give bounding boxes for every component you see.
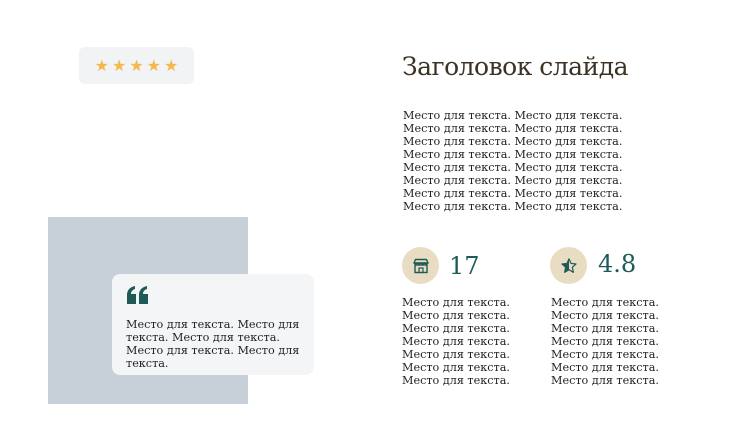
star-half-icon [550, 247, 587, 284]
stat-value-stores: 17 [449, 252, 480, 280]
quote-icon [126, 286, 300, 308]
star-icon: ★ [129, 55, 144, 75]
slide-title: Заголовок слайда [402, 52, 629, 81]
body-text: Место для текста. Место для текста. Место для текста. Место для текста. Место для текста. Место для текста. Место для текста. Место для текста. Место для текста. Место для текста. Место для текста. Место для текста. Место для текста. Место для текста. Место для текста. Место для текста. [403, 109, 623, 213]
testimonial-card [112, 274, 314, 375]
quote-text: Место для текста. Место для текста. Место для текста. Место для текста. Место для текста. [126, 318, 300, 370]
star-icon: ★ [164, 55, 179, 75]
stat-text-stores: Место для текста. Место для текста. Место для текста. Место для текста. Место для текста. Место для текста. Место для текста. [402, 296, 510, 387]
rating-stars [79, 47, 194, 84]
star-icon: ★ [111, 55, 127, 75]
stat-value-rating: 4.8 [598, 250, 637, 278]
storefront-svg [412, 257, 430, 275]
quote-marks-svg [126, 286, 150, 306]
stat-text-rating: Место для текста. Место для текста. Место для текста. Место для текста. Место для текста. Место для текста. Место для текста. [551, 296, 659, 387]
star-icon: ★ [146, 55, 162, 75]
star-half-svg [560, 257, 578, 275]
storefront-icon [402, 247, 439, 284]
star-icon: ★ [94, 55, 109, 75]
